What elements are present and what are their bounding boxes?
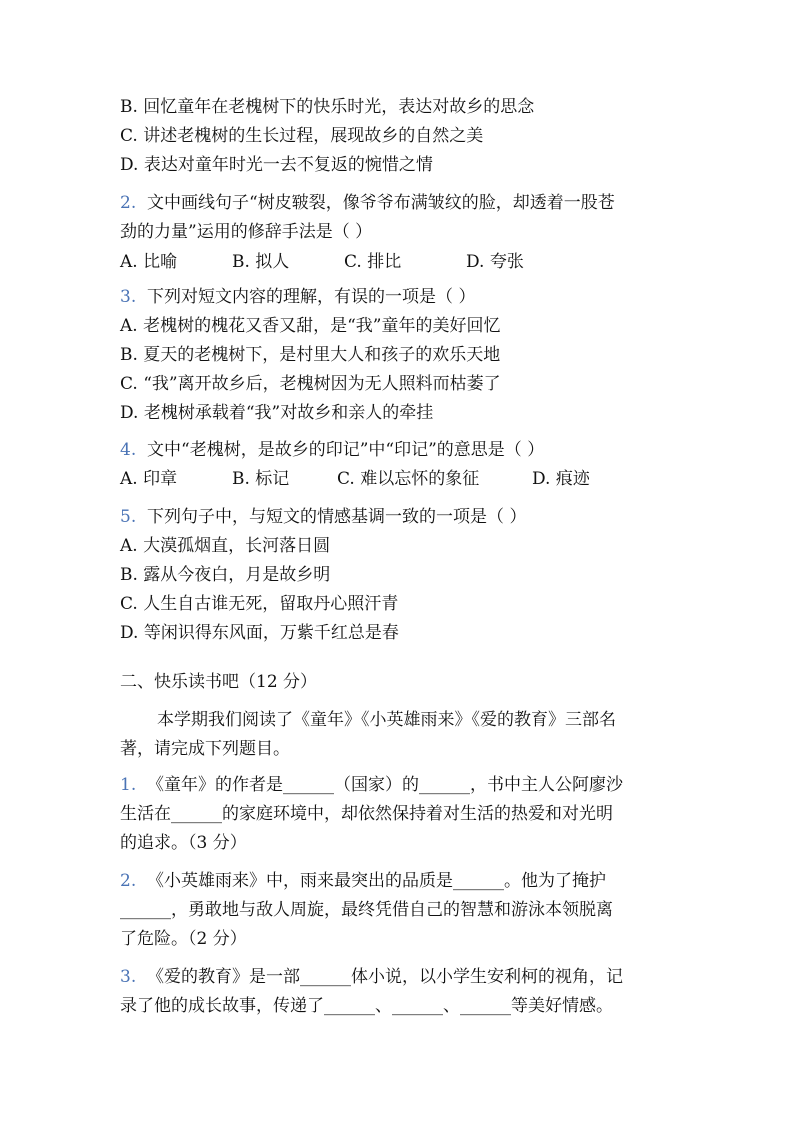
section-heading: 二、快乐读书吧（12 分） [120, 672, 318, 692]
q4-option-a: A. 印章 [120, 469, 178, 489]
q2-option-a: A. 比喻 [120, 252, 178, 272]
q5-number: 5. [120, 507, 137, 527]
q2-stem-line2: 劲的力量”运用的修辞手法是（ ） [120, 222, 373, 242]
reading-q1-line3: 的追求。（3 分） [120, 833, 247, 853]
q1-option-b: B. 回忆童年在老槐树下的快乐时光，表达对故乡的思念 [120, 97, 535, 117]
reading-q1-line2: 生活在______的家庭环境中，却依然保持着对生活的热爱和对光明 [120, 804, 613, 824]
q3-option-a: A. 老槐树的槐花又香又甜，是“我”童年的美好回忆 [120, 316, 501, 336]
q5-option-b: B. 露从今夜白，月是故乡明 [120, 565, 331, 585]
q3-number: 3. [120, 287, 137, 307]
q3-stem [120, 286, 475, 308]
q4-option-c: C. 难以忘怀的象征 [337, 469, 480, 489]
reading-q3-number: 3. [120, 967, 137, 987]
reading-q2-line3: 了危险。（2 分） [120, 929, 247, 949]
q2-option-b: B. 拟人 [232, 252, 290, 272]
q3-option-c: C. “我”离开故乡后，老槐树因为无人照料而枯萎了 [120, 374, 501, 394]
q4-options [120, 468, 590, 490]
q2-options [120, 251, 524, 273]
q2-number: 2. [120, 193, 137, 213]
q1-option-d: D. 表达对童年时光一去不复返的惋惜之情 [120, 155, 433, 175]
q4-stem-text: 文中“老槐树，是故乡的印记”中“印记”的意思是（ ） [147, 440, 545, 460]
reading-q1-line1 [120, 774, 623, 796]
reading-q1-number: 1. [120, 775, 137, 795]
section-intro-line1: 本学期我们阅读了《童年》《小英雄雨来》《爱的教育》三部名 [157, 710, 616, 730]
q5-stem-text: 下列句子中，与短文的情感基调一致的一项是（ ） [147, 507, 527, 527]
reading-q1-text: 《童年》的作者是______（国家）的______，书中主人公阿廖沙 [147, 775, 624, 795]
q5-option-c: C. 人生自古谁无死，留取丹心照汗青 [120, 594, 399, 614]
q3-option-b: B. 夏天的老槐树下，是村里大人和孩子的欢乐天地 [120, 345, 501, 365]
reading-q3-line1 [120, 966, 623, 988]
q5-option-a: A. 大漠孤烟直，长河落日圆 [120, 536, 331, 556]
section-intro-line2: 著，请完成下列题目。 [120, 739, 290, 759]
q4-option-b: B. 标记 [232, 469, 290, 489]
q3-stem-text: 下列对短文内容的理解，有误的一项是（ ） [147, 287, 476, 307]
reading-q3-line2: 录了他的成长故事，传递了______、______、______等美好情感。 [120, 996, 613, 1016]
reading-q2-line2: ______，勇敢地与敌人周旋，最终凭借自己的智慧和游泳本领脱离 [120, 900, 613, 920]
reading-q2-line1 [120, 870, 606, 892]
q4-number: 4. [120, 440, 137, 460]
q3-option-d: D. 老槐树承载着“我”对故乡和亲人的牵挂 [120, 403, 434, 423]
q4-option-d: D. 痕迹 [532, 469, 590, 489]
q5-option-d: D. 等闲识得东风面，万紫千红总是春 [120, 623, 399, 643]
reading-q2-text: 《小英雄雨来》中，雨来最突出的品质是______。他为了掩护 [147, 871, 607, 891]
q2-option-d: D. 夸张 [466, 252, 524, 272]
reading-q3-text: 《爱的教育》是一部______体小说，以小学生安利柯的视角，记 [147, 967, 624, 987]
q2-stem-text: 文中画线句子“树皮皲裂，像爷爷布满皱纹的脸，却透着一股苍 [147, 193, 615, 213]
q4-stem [120, 439, 544, 461]
q5-stem [120, 506, 526, 528]
q2-option-c: C. 排比 [344, 252, 402, 272]
q1-option-c: C. 讲述老槐树的生长过程，展现故乡的自然之美 [120, 126, 484, 146]
q2-stem-line1 [120, 192, 615, 214]
reading-q2-number: 2. [120, 871, 137, 891]
